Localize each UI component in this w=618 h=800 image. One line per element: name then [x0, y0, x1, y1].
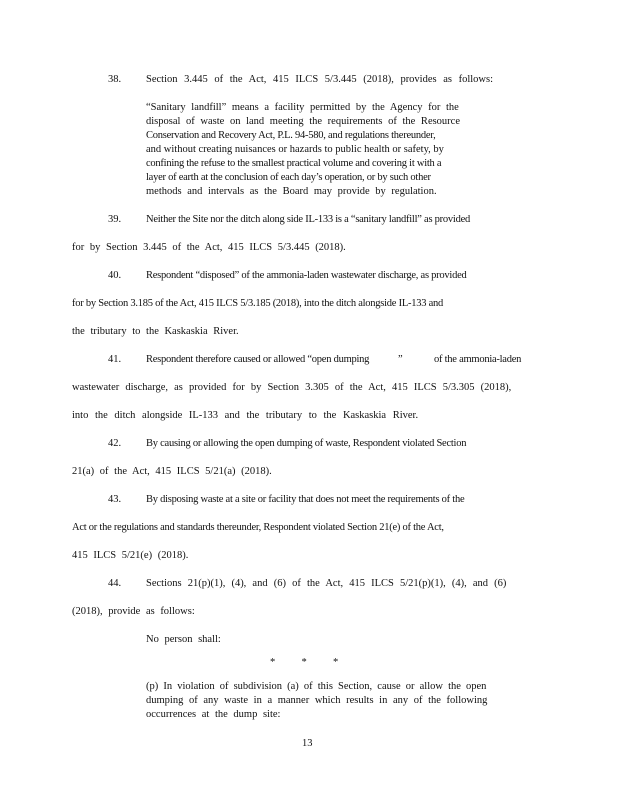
para-38-quote-line-7: methods and intervals as the Board may provide by regulation.	[146, 186, 437, 197]
para-44-quote-line-1: (p) In violation of subdivision (a) of this Section, cause or allow the open	[146, 681, 487, 692]
para-39-number: 39.	[108, 214, 122, 225]
page-number: 13	[302, 738, 313, 749]
para-39-line-1: Neither the Site nor the ditch along side IL-133 is a “sanitary landfill” as provided	[146, 214, 470, 225]
para-44-quote-line-2: dumping of any waste in a manner which results in any of the following	[146, 695, 488, 706]
para-38-quote-line-1: “Sanitary landfill” means a facility permitted by the Agency for the	[146, 102, 459, 113]
para-41-line-3: into the ditch alongside IL-133 and the tributary to the Kaskaskia River.	[72, 410, 419, 421]
para-43-line-1: By disposing waste at a site or facility that does not meet the requirements of the	[146, 494, 465, 505]
para-38-intro: Section 3.445 of the Act, 415 ILCS 5/3.445 (2018), provides as follows:	[146, 74, 494, 85]
para-40-number: 40.	[108, 270, 122, 281]
para-38-quote-line-2: disposal of waste on land meeting the requirements of the Resource	[146, 116, 461, 127]
para-43-line-2: Act or the regulations and standards thereunder, Respondent violated Section 21(e) of the Act,	[72, 522, 444, 533]
para-40-line-1: Respondent “disposed” of the ammonia-laden wastewater discharge, as provided	[146, 270, 467, 281]
para-44-quote-line-3: occurrences at the dump site:	[146, 709, 281, 720]
para-39-line-2: for by Section 3.445 of the Act, 415 ILCS 5/3.445 (2018).	[72, 242, 346, 253]
para-41-line-1a: Respondent therefore caused or allowed “open dumping	[146, 354, 370, 365]
para-44-line-1: Sections 21(p)(1), (4), and (6) of the Act, 415 ILCS 5/21(p)(1), (4), and (6)	[146, 578, 507, 589]
para-42-line-2: 21(a) of the Act, 415 ILCS 5/21(a) (2018).	[72, 466, 272, 477]
para-38-quote-line-6: layer of earth at the conclusion of each day’s operation, or by such other	[146, 172, 431, 183]
ellipsis-stars: * * *	[270, 657, 339, 668]
para-43-number: 43.	[108, 494, 122, 505]
para-40-line-3: the tributary to the Kaskaskia River.	[72, 326, 239, 337]
para-38-quote-line-3: Conservation and Recovery Act, P.L. 94-580, and regulations thereunder,	[146, 130, 436, 141]
para-42-number: 42.	[108, 438, 122, 449]
para-38-number: 38.	[108, 74, 122, 85]
para-43-line-3: 415 ILCS 5/21(e) (2018).	[72, 550, 189, 561]
para-40-line-2: for by Section 3.185 of the Act, 415 ILCS 5/3.185 (2018), into the ditch alongside IL-133 and	[72, 298, 444, 309]
para-41-line-2: wastewater discharge, as provided for by Section 3.305 of the Act, 415 ILCS 5/3.305 (2018),	[72, 382, 512, 393]
para-44-line-2: (2018), provide as follows:	[72, 606, 195, 617]
para-41-line-1c: of the ammonia-laden	[434, 354, 522, 365]
no-person-shall: No person shall:	[146, 634, 221, 645]
para-41-line-1b: ”	[398, 354, 403, 365]
para-41-number: 41.	[108, 354, 122, 365]
para-38-quote-line-4: and without creating nuisances or hazards to public health or safety, by	[146, 144, 444, 155]
para-38-quote-line-5: confining the refuse to the smallest practical volume and covering it with a	[146, 158, 442, 169]
para-44-number: 44.	[108, 578, 122, 589]
para-42-line-1: By causing or allowing the open dumping of waste, Respondent violated Section	[146, 438, 467, 449]
